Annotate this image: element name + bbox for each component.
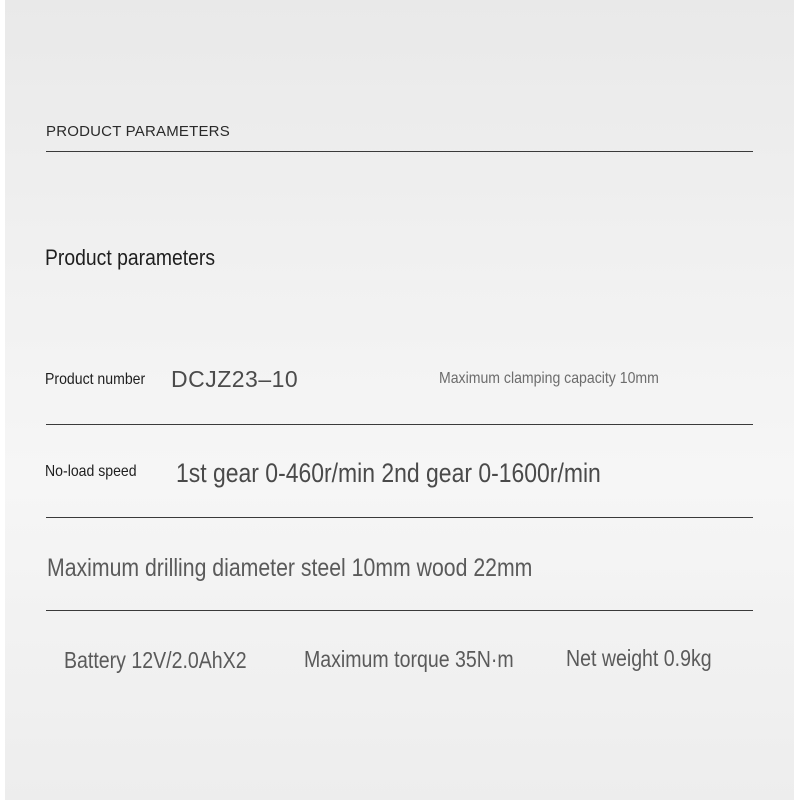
torque-spec: Maximum torque 35N·m bbox=[304, 646, 514, 672]
battery-spec: Battery 12V/2.0AhX2 bbox=[64, 647, 247, 673]
no-load-speed-label: No-load speed bbox=[45, 463, 137, 480]
clamping-capacity-value: Maximum clamping capacity 10mm bbox=[439, 370, 659, 387]
divider bbox=[46, 610, 753, 611]
weight-spec: Net weight 0.9kg bbox=[566, 645, 712, 671]
divider bbox=[46, 151, 753, 152]
product-number-value: DCJZ23–10 bbox=[171, 366, 299, 392]
page-heading: PRODUCT PARAMETERS bbox=[46, 123, 230, 140]
drilling-diameter-value: Maximum drilling diameter steel 10mm wood 22mm bbox=[47, 554, 533, 582]
product-number-label: Product number bbox=[45, 371, 146, 388]
no-load-speed-value: 1st gear 0-460r/min 2nd gear 0-1600r/min bbox=[176, 458, 601, 488]
parameters-sheet bbox=[5, 0, 794, 800]
divider bbox=[46, 517, 753, 518]
section-title: Product parameters bbox=[45, 245, 216, 270]
divider bbox=[46, 424, 753, 425]
